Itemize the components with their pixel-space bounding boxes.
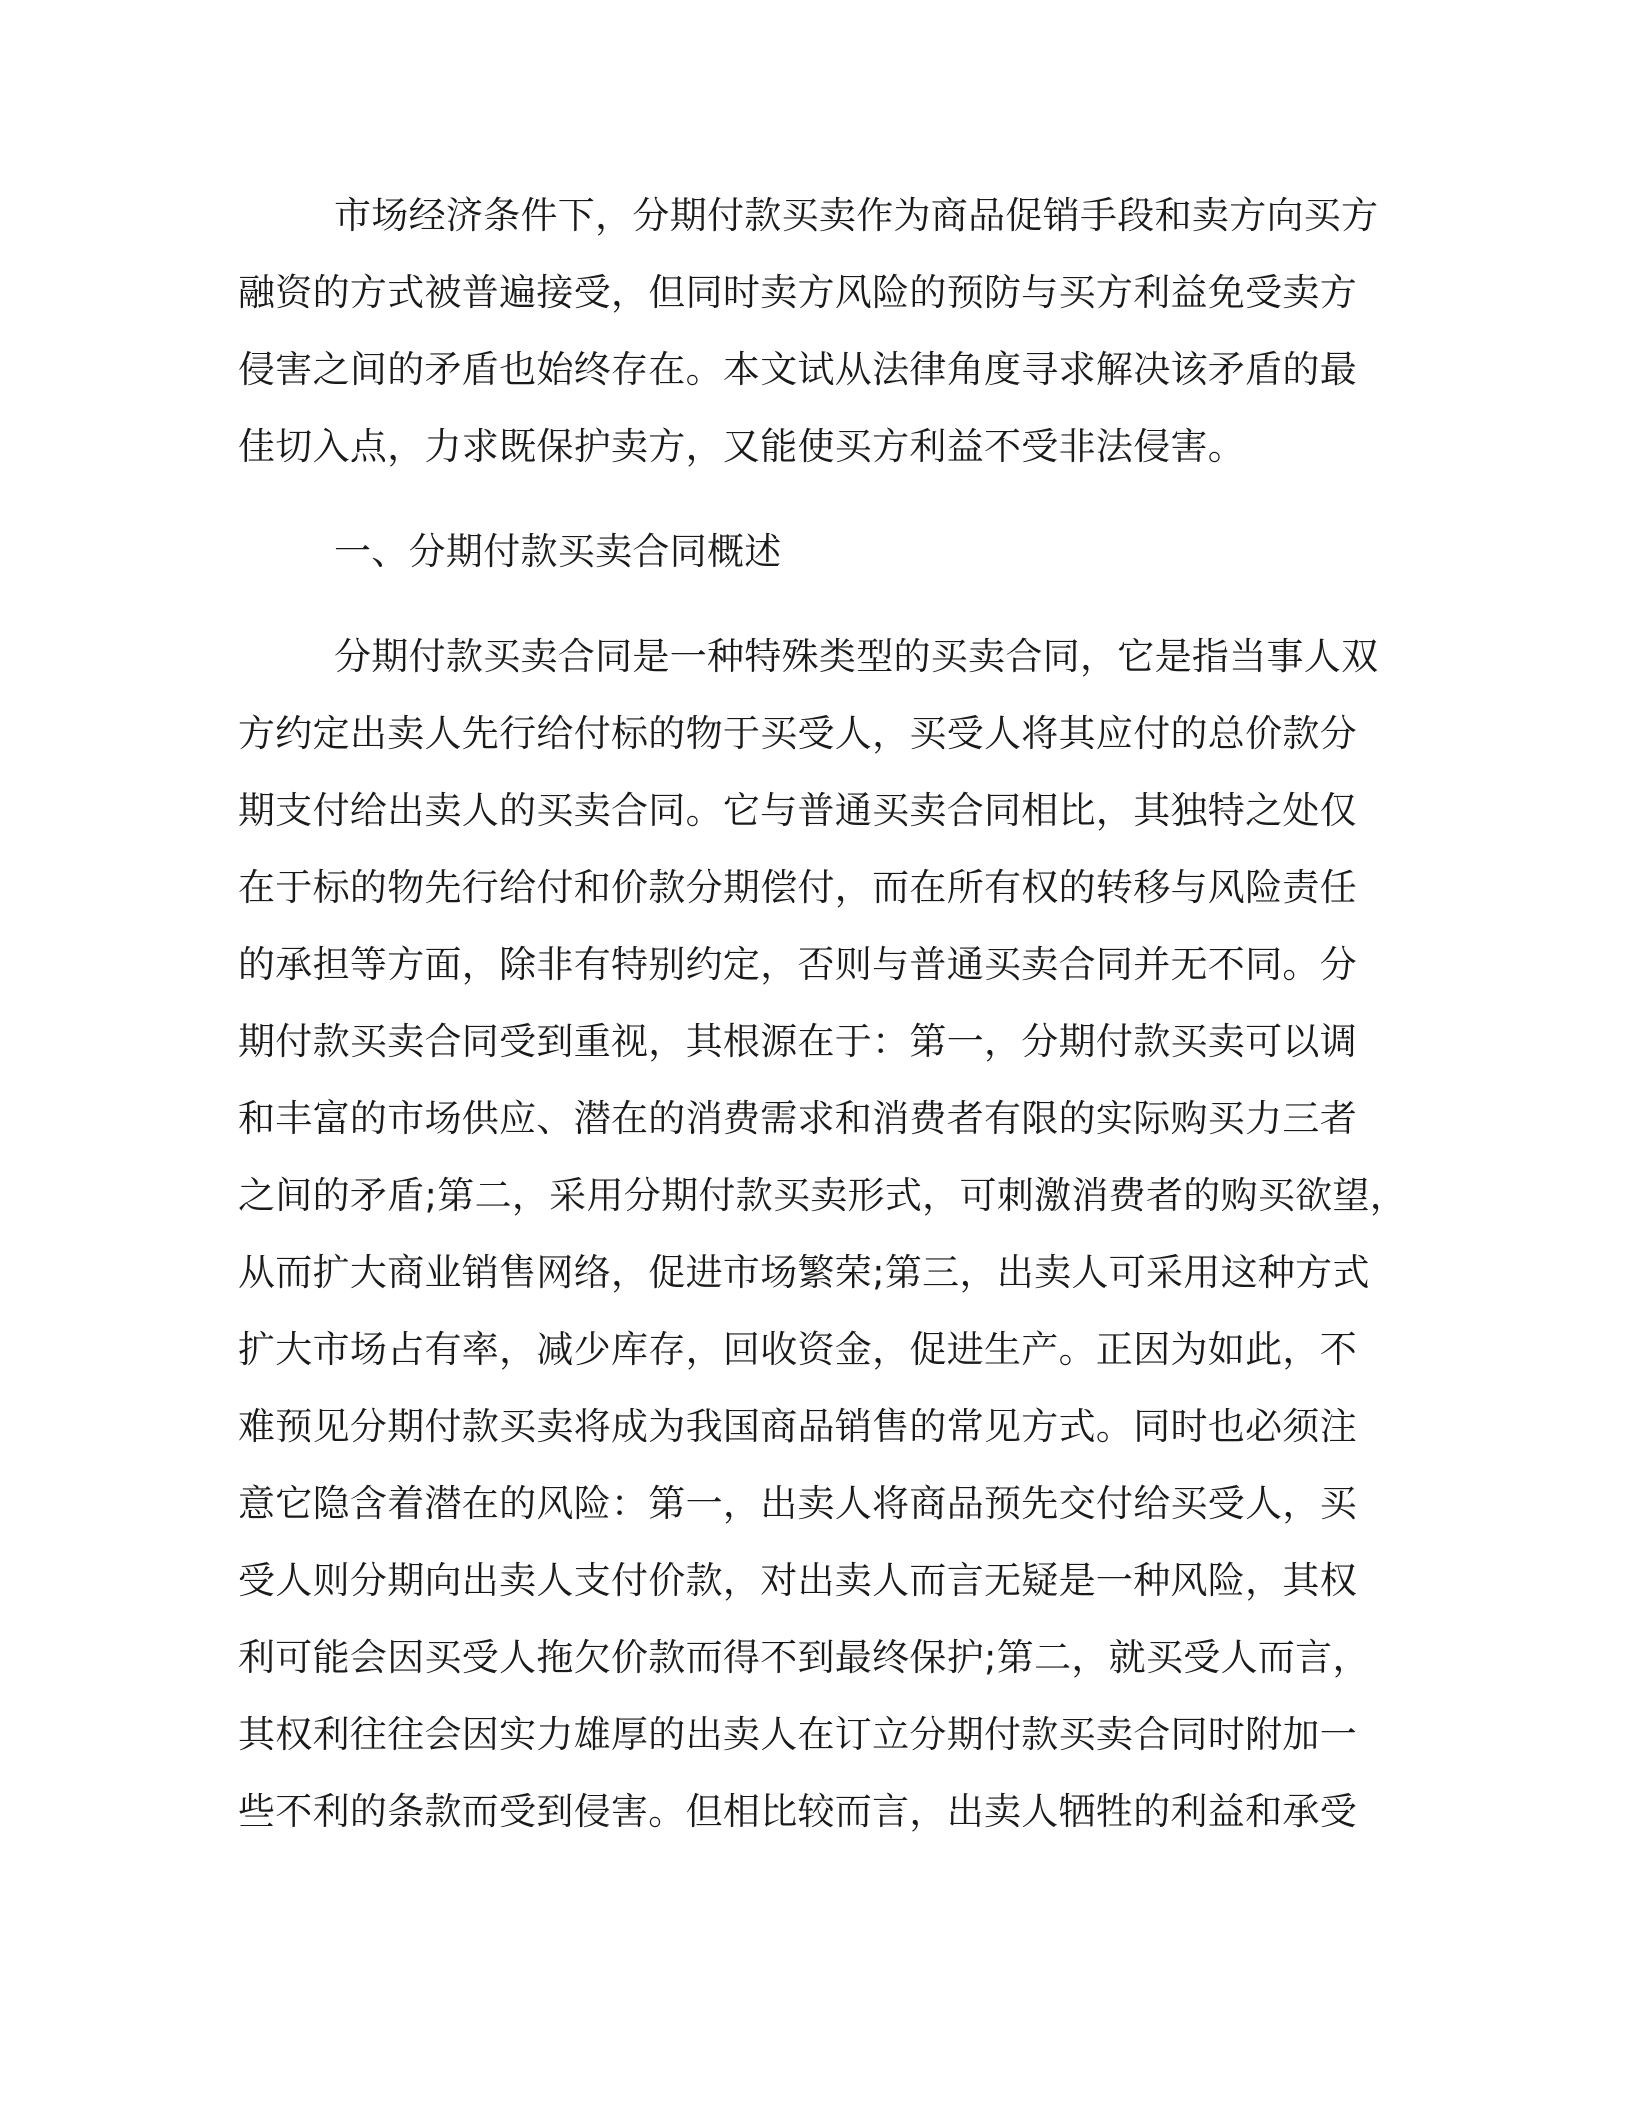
paragraph-line: 些不利的条款而受到侵害。但相比较而言，出卖人牺牲的利益和承受 <box>238 1790 1357 1833</box>
paragraph-line: 和丰富的市场供应、潜在的消费需求和消费者有限的实际购买力三者 <box>238 1097 1357 1140</box>
paragraph-line: 从而扩大商业销售网络，促进市场繁荣;第三，出卖人可采用这种方式 <box>238 1251 1370 1294</box>
paragraph-line: 佳切入点，力求既保护卖方，又能使买方利益不受非法侵害。 <box>238 425 1246 468</box>
paragraph-line: 之间的矛盾;第二，采用分期付款买卖形式，可刺激消费者的购买欲望， <box>238 1174 1408 1217</box>
paragraph-line: 市场经济条件下，分期付款买卖作为商品促销手段和卖方向买方 <box>334 194 1379 237</box>
paragraph-line: 分期付款买卖合同是一种特殊类型的买卖合同，它是指当事人双 <box>334 635 1379 678</box>
paragraph-line: 的承担等方面，除非有特别约定，否则与普通买卖合同并无不同。分 <box>238 943 1357 986</box>
paragraph-line: 受人则分期向出卖人支付价款，对出卖人而言无疑是一种风险，其权 <box>238 1559 1357 1602</box>
paragraph-line: 期支付给出卖人的买卖合同。它与普通买卖合同相比，其独特之处仅 <box>238 789 1357 832</box>
paragraph-line: 其权利往往会因实力雄厚的出卖人在订立分期付款买卖合同时附加一 <box>238 1713 1357 1756</box>
paragraph-line: 意它隐含着潜在的风险：第一，出卖人将商品预先交付给买受人，买 <box>238 1482 1357 1525</box>
paragraph-line: 难预见分期付款买卖将成为我国商品销售的常见方式。同时也必须注 <box>238 1405 1357 1448</box>
paragraph-line: 利可能会因买受人拖欠价款而得不到最终保护;第二，就买受人而言， <box>238 1636 1370 1679</box>
paragraph-line: 扩大市场占有率，减少库存，回收资金，促进生产。正因为如此，不 <box>238 1328 1357 1371</box>
paragraph-line: 融资的方式被普遍接受，但同时卖方风险的预防与买方利益免受卖方 <box>238 271 1357 314</box>
paragraph-line: 方约定出卖人先行给付标的物于买受人，买受人将其应付的总价款分 <box>238 712 1357 755</box>
paragraph-line: 侵害之间的矛盾也始终存在。本文试从法律角度寻求解决该矛盾的最 <box>238 348 1357 391</box>
paragraph-line: 期付款买卖合同受到重视，其根源在于：第一，分期付款买卖可以调 <box>238 1020 1357 1063</box>
paragraph-line: 在于标的物先行给付和价款分期偿付，而在所有权的转移与风险责任 <box>238 866 1357 909</box>
section-heading: 一、分期付款买卖合同概述 <box>334 530 782 573</box>
